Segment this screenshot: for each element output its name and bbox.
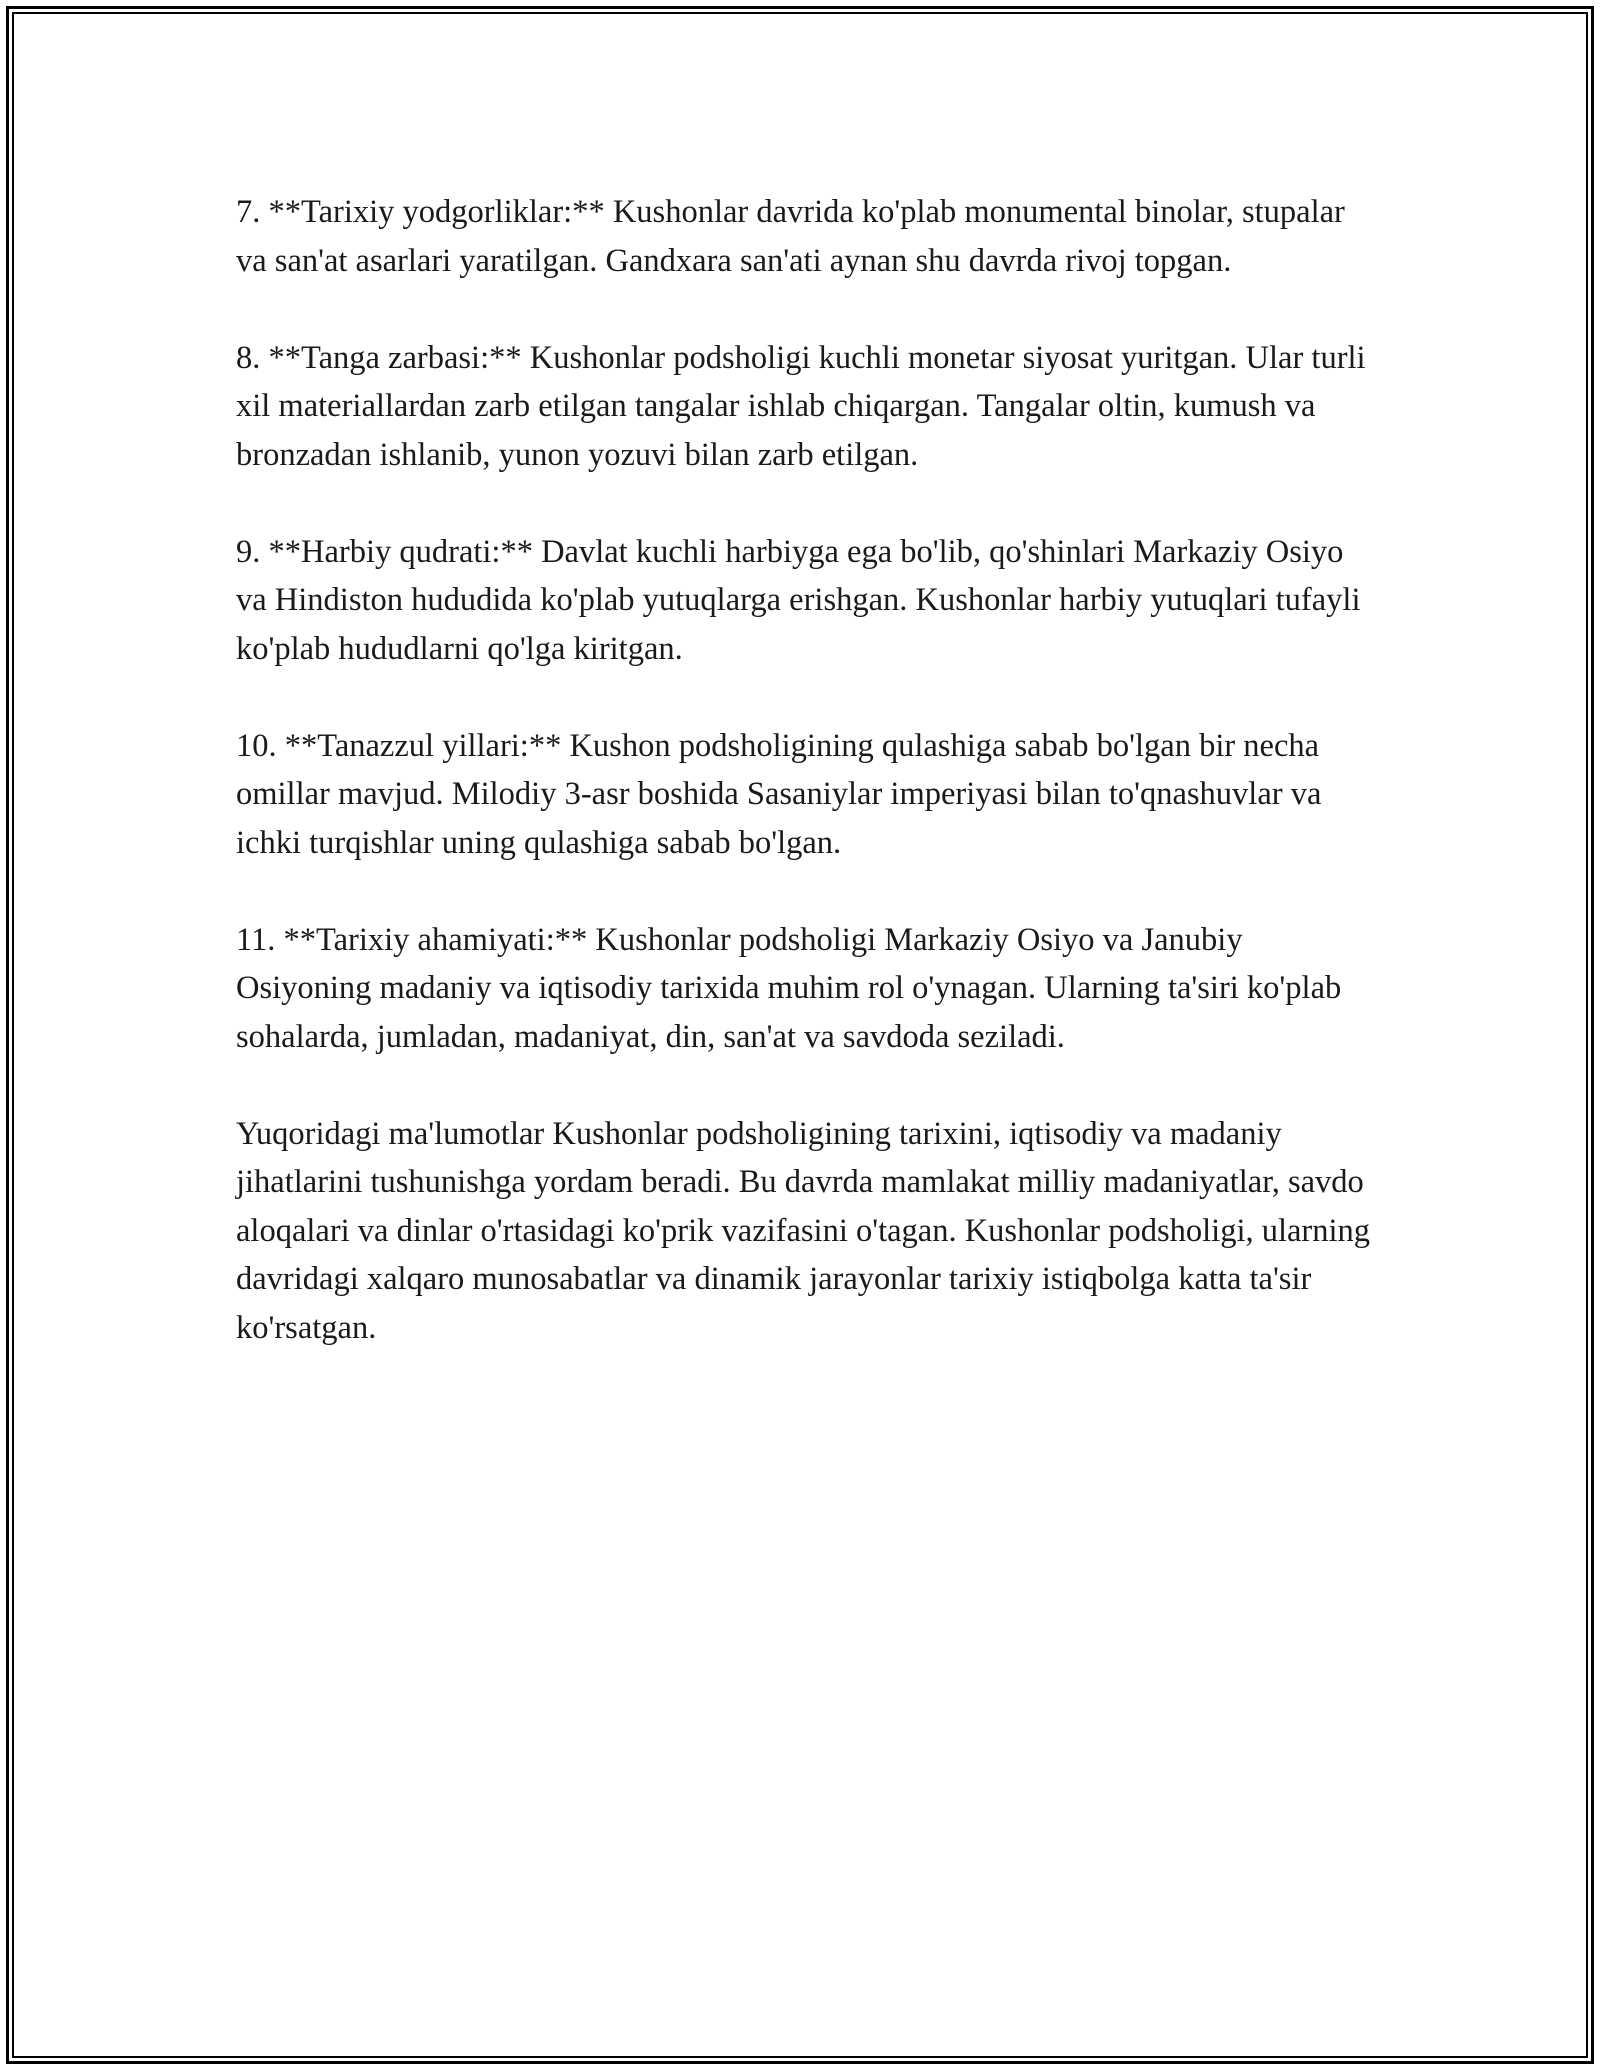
paragraph-tanga-zarbasi: 8. **Tanga zarbasi:** Kushonlar podsholigi kuchli monetar siyosat yuritgan. Ular turli xil materiallardan zarb etilgan tangalar ishlab chiqargan. Tangalar oltin, kumush va bronzadan ishlanib, yunon yozuvi bilan zarb etilgan. [236,339,1366,473]
paragraph-tarixiy-ahamiyati: 11. **Tarixiy ahamiyati:** Kushonlar podsholigi Markaziy Osiyo va Janubiy Osiyoning madaniy va iqtisodiy tarixida muhim rol o'ynagan. Ularning ta'siri ko'plab sohalarda, jumladan, madaniyat, din, san'at va savdoda seziladi. [236,921,1342,1055]
paragraph-harbiy-qudrati: 9. **Harbiy qudrati:** Davlat kuchli harbiyga ega bo'lib, qo'shinlari Markaziy Osiyo va Hindiston hududida ko'plab yutuqlarga erishgan. Kushonlar harbiy yutuqlari tufayli ko'plab hududlarni qo'lga kiritgan. [236,533,1361,667]
document-body [236,188,1376,1401]
paragraph-tanazzul-yillari: 10. **Tanazzul yillari:** Kushon podsholigining qulashiga sabab bo'lgan bir necha omillar mavjud. Milodiy 3-asr boshida Sasaniylar imperiyasi bilan to'qnashuvlar va ichki turqishlar uning qulashiga sabab bo'lgan. [236,727,1322,861]
paragraph-tarixiy-yodgorliklar: 7. **Tarixiy yodgorliklar:** Kushonlar davrida ko'plab monumental binolar, stupalar va san'at asarlari yaratilgan. Gandxara san'ati aynan shu davrda rivoj topgan. [236,194,1345,279]
paragraph-conclusion: Yuqoridagi ma'lumotlar Kushonlar podsholigining tarixini, iqtisodiy va madaniy jihatlarini tushunishga yordam beradi. Bu davrda mamlakat milliy madaniyatlar, savdo aloqalari va dinlar o'rtasidagi ko'prik vazifasini o'tagan. Kushonlar podsholigi, ularning davridagi xalqaro munosabatlar va dinamik jarayonlar tarixiy istiqbolga katta ta'sir ko'rsatgan. [236,1115,1371,1346]
